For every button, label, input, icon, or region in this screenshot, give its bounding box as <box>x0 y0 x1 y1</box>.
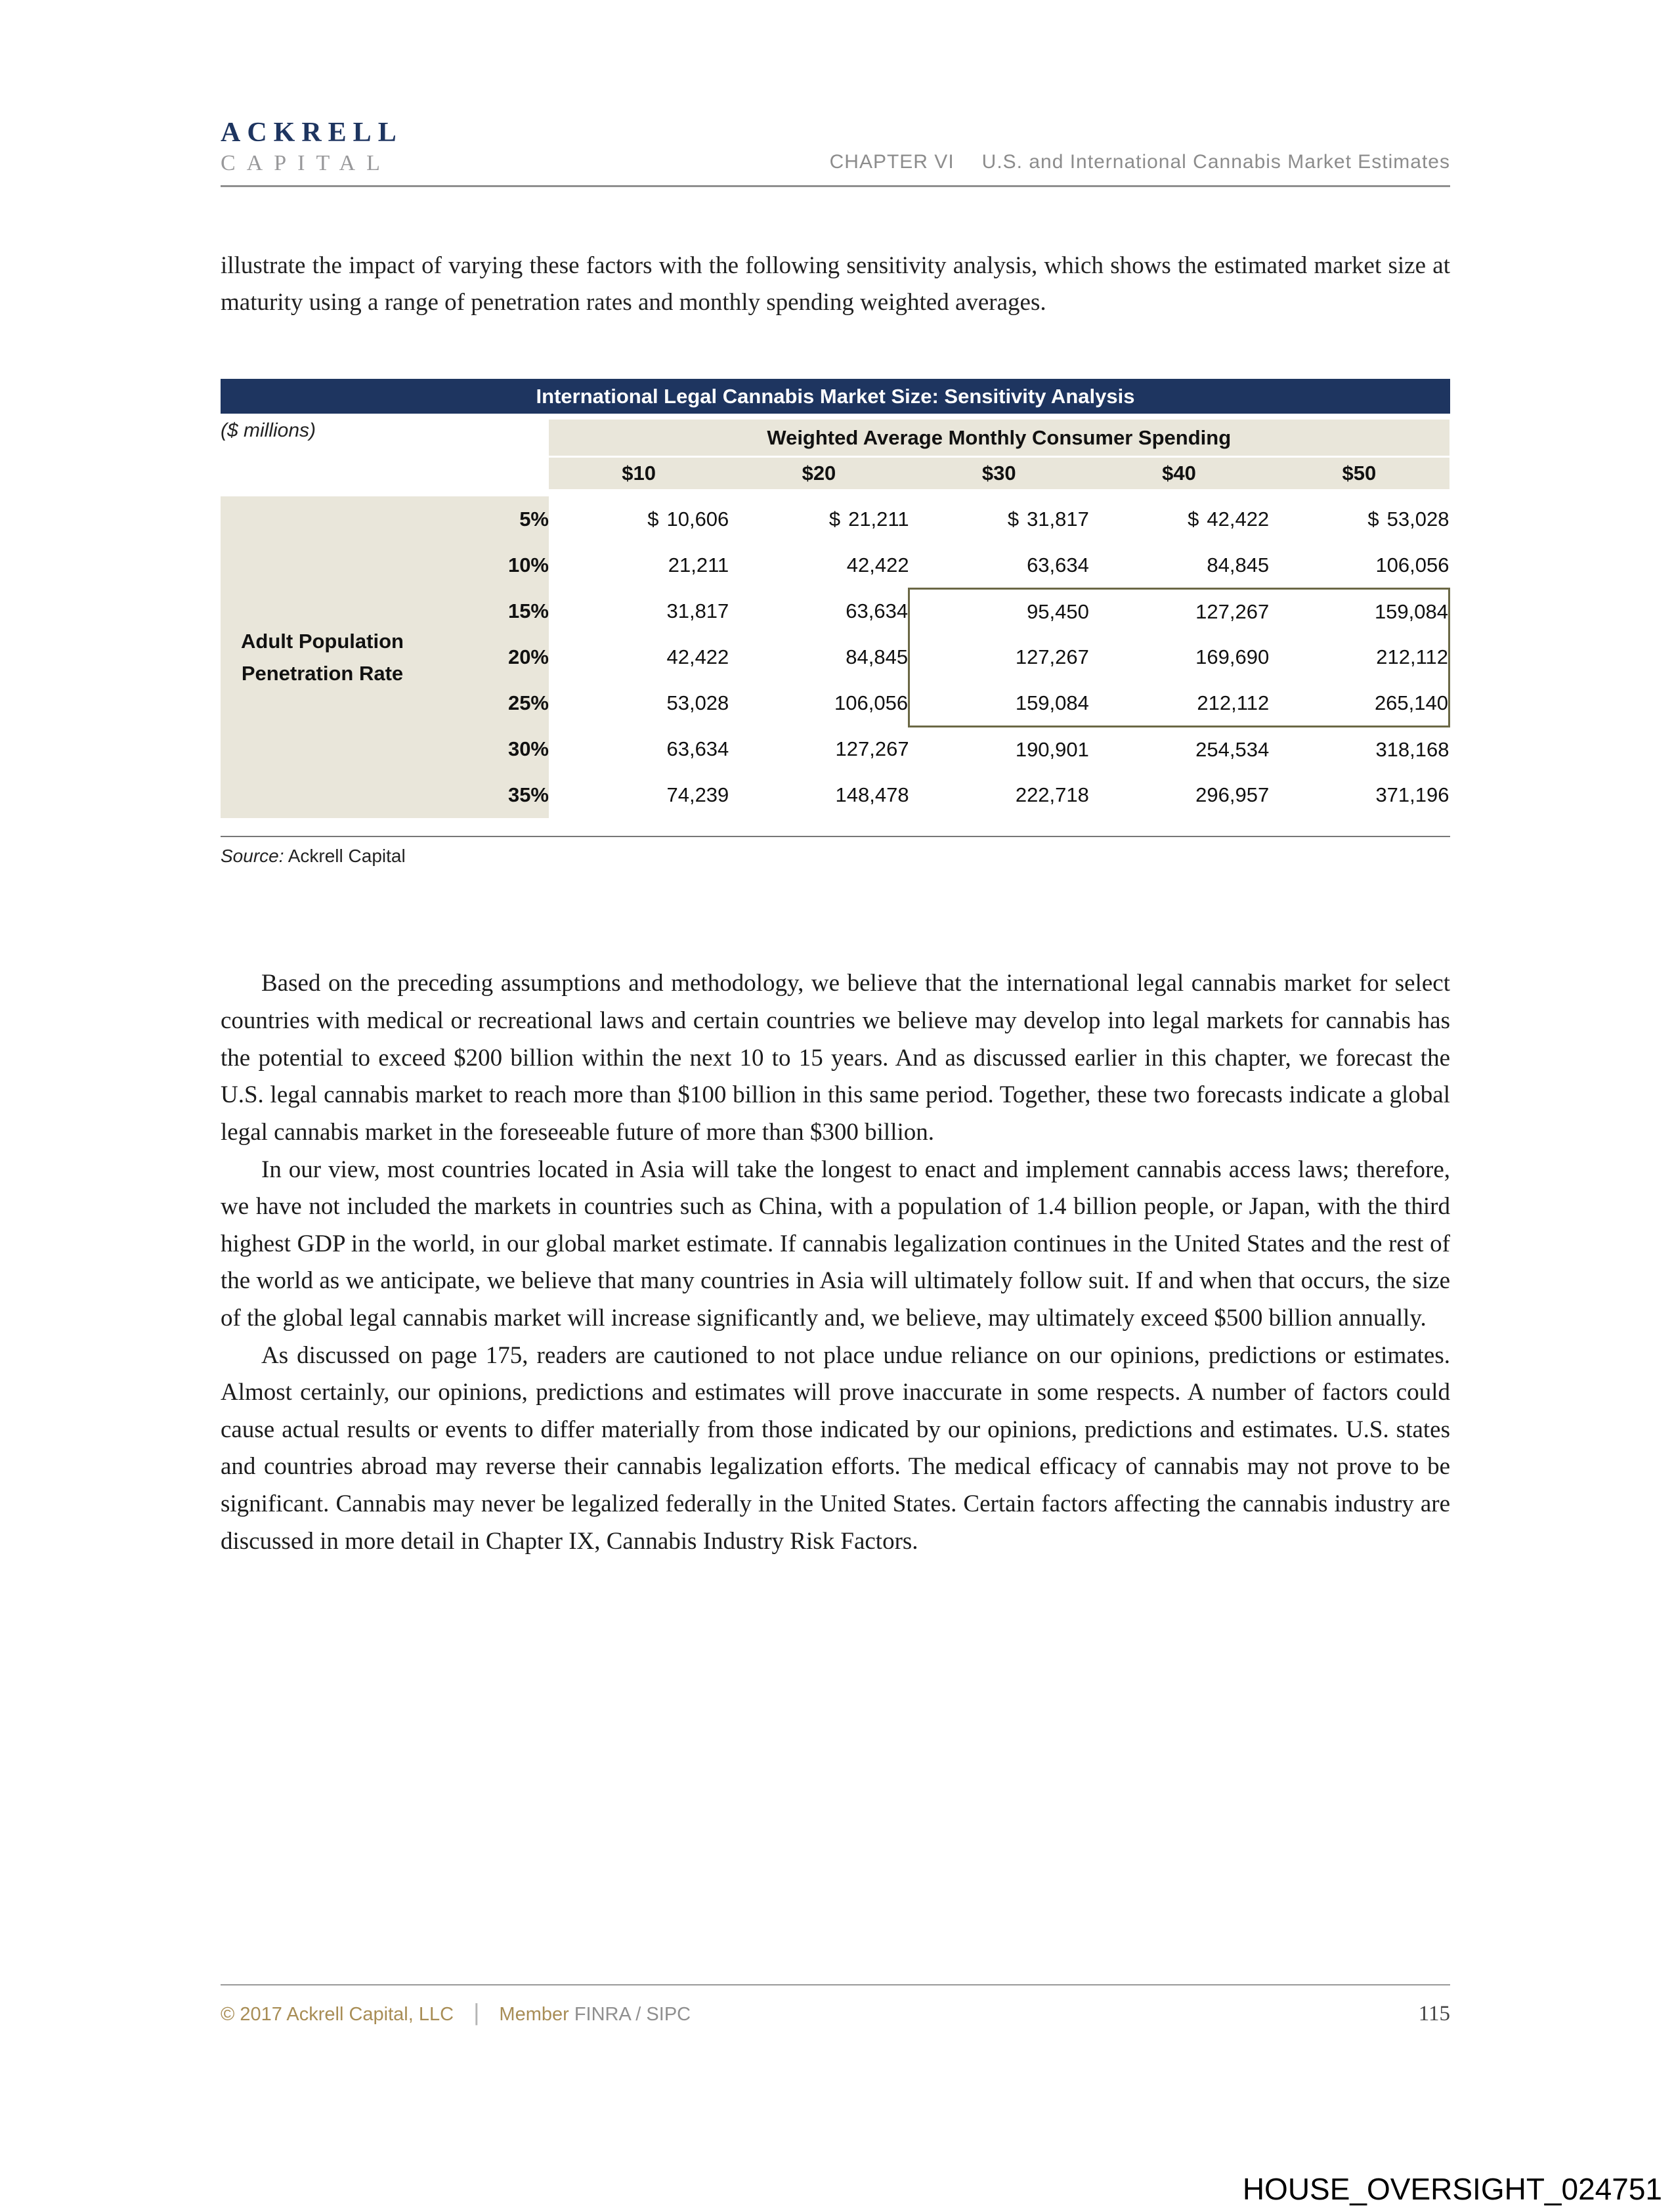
intro-paragraph: illustrate the impact of varying these factors with the following sensitivity analysis, which shows the estimated market size at maturity using a range of penetration rates and monthly spending weighted averages. <box>221 252 1450 316</box>
value-cell: 63,634 <box>909 542 1089 588</box>
penetration-rate-label: 25% <box>424 680 549 726</box>
header-rule <box>221 185 1450 187</box>
group-header-row <box>221 420 1449 456</box>
chapter-label: CHAPTER VI <box>829 151 955 173</box>
value-cell: 84,845 <box>729 634 909 680</box>
value-cell: 106,056 <box>1269 542 1449 588</box>
penetration-rate-label: 30% <box>424 726 549 772</box>
penetration-rate-label: 10% <box>424 542 549 588</box>
membership-text <box>499 2004 691 2026</box>
copyright-text: © 2017 Ackrell Capital, LLC <box>221 2004 454 2025</box>
logo-line-capital: CAPITAL <box>221 151 391 175</box>
penetration-rate-label: 35% <box>424 772 549 818</box>
column-header-30: $30 <box>909 456 1089 489</box>
value-cell: $ 21,211 <box>729 496 909 542</box>
value-cell: 159,084 <box>909 680 1089 726</box>
source-rule <box>221 836 1450 837</box>
sensitivity-table <box>221 420 1450 818</box>
footer-rule <box>221 1984 1450 1985</box>
value-cell: 95,450 <box>909 588 1089 634</box>
source-line <box>221 846 1450 867</box>
value-cell: 254,534 <box>1089 726 1269 772</box>
footer-row <box>221 1999 1450 2026</box>
units-label: ($ millions) <box>221 420 549 489</box>
member-label: Member <box>499 2004 569 2025</box>
value-cell: 106,056 <box>729 680 909 726</box>
footer-divider: | <box>473 1999 480 2026</box>
value-cell: 212,112 <box>1269 634 1449 680</box>
value-cell: 127,267 <box>729 726 909 772</box>
column-header-40: $40 <box>1089 456 1269 489</box>
value-cell: 159,084 <box>1269 588 1449 634</box>
body-paragraph: Based on the preceding assumptions and methodology, we believe that the international legal cannabis market for select countries with medical or recreational laws and certain countries we believe may develop into legal markets for cannabis has the potential to exceed $200 billion within the next 10 to 15 years. And as discussed earlier in this chapter, we forecast the U.S. legal cannabis market to reach more than $100 billion in this same period. Together, these two forecasts indicate a global legal cannabis market in the foreseeable future of more than $300 billion. <box>221 970 1450 1146</box>
table-row <box>221 496 1449 542</box>
column-group-header: Weighted Average Monthly Consumer Spending <box>549 420 1449 456</box>
penetration-rate-label: 20% <box>424 634 549 680</box>
body-paragraphs <box>221 965 1450 1560</box>
value-cell: 296,957 <box>1089 772 1269 818</box>
value-cell: $ 42,422 <box>1089 496 1269 542</box>
value-cell: 190,901 <box>909 726 1089 772</box>
value-cell: 63,634 <box>729 588 909 634</box>
body-paragraph: As discussed on page 175, readers are cautioned to not place undue reliance on our opinions, predictions or estimates. Almost certainly, our opinions, predictions and estimates will prove inaccurate in some respects. A number of factors could cause actual results or events to differ materially from those indicated by our opinions, predictions and estimates. U.S. states and countries abroad may reverse their cannabis legalization efforts. The medical efficacy of cannabis may not prove to be significant. Cannabis may never be legalized federally in the United States. Certain factors affecting the cannabis industry are discussed in more detail in Chapter IX, Cannabis Industry Risk Factors. <box>221 1341 1450 1555</box>
column-header-20: $20 <box>729 456 909 489</box>
value-cell: 42,422 <box>729 542 909 588</box>
value-cell: 53,028 <box>549 680 729 726</box>
value-cell: 212,112 <box>1089 680 1269 726</box>
table-title-bar: International Legal Cannabis Market Size: Sensitivity Analysis <box>221 379 1450 414</box>
value-cell: 318,168 <box>1269 726 1449 772</box>
value-cell: $ 10,606 <box>549 496 729 542</box>
value-cell: 31,817 <box>549 588 729 634</box>
value-cell: 127,267 <box>1089 588 1269 634</box>
body-paragraph: In our view, most countries located in Asia will take the longest to enact and implement cannabis access laws; therefore, we have not included the markets in countries such as China, with a population of 1.4 billion people, or Japan, with the third highest GDP in the world, in our global market estimate. If cannabis legalization continues in the United States and the rest of the world as we anticipate, we believe that many countries in Asia will ultimately follow suit. If and when that occurs, the size of the global legal cannabis market will increase significantly and, we believe, may ultimately exceed $500 billion annually. <box>221 1156 1450 1332</box>
table-gap-row <box>221 489 1449 496</box>
logo-line-ackrell: ACKRELL <box>221 118 403 148</box>
value-cell: 222,718 <box>909 772 1089 818</box>
source-label: Source: <box>221 846 284 867</box>
value-cell: 127,267 <box>909 634 1089 680</box>
row-group-header: Adult Population Penetration Rate <box>221 496 424 818</box>
value-cell: 42,422 <box>549 634 729 680</box>
member-orgs: FINRA / SIPC <box>574 2004 691 2025</box>
penetration-rate-label: 15% <box>424 588 549 634</box>
bates-number: HOUSE_OVERSIGHT_024751 <box>1242 2172 1662 2206</box>
penetration-rate-label: 5% <box>424 496 549 542</box>
page-header <box>221 117 1450 176</box>
table-head <box>221 420 1449 496</box>
page-footer <box>221 1984 1450 2026</box>
value-cell: 169,690 <box>1089 634 1269 680</box>
value-cell: 63,634 <box>549 726 729 772</box>
value-cell: 371,196 <box>1269 772 1449 818</box>
column-header-10: $10 <box>549 456 729 489</box>
value-cell: $ 53,028 <box>1269 496 1449 542</box>
value-cell: 21,211 <box>549 542 729 588</box>
value-cell: 265,140 <box>1269 680 1449 726</box>
column-header-50: $50 <box>1269 456 1449 489</box>
value-cell: 84,845 <box>1089 542 1269 588</box>
ackrell-logo <box>221 117 403 176</box>
value-cell: $ 31,817 <box>909 496 1089 542</box>
source-text: Ackrell Capital <box>288 846 406 867</box>
value-cell: 148,478 <box>729 772 909 818</box>
chapter-heading <box>830 151 1450 176</box>
value-cell: 74,239 <box>549 772 729 818</box>
sensitivity-table-body <box>221 496 1449 818</box>
page-number: 115 <box>1418 2002 1450 2026</box>
chapter-title: U.S. and International Cannabis Market Estimates <box>981 151 1450 173</box>
